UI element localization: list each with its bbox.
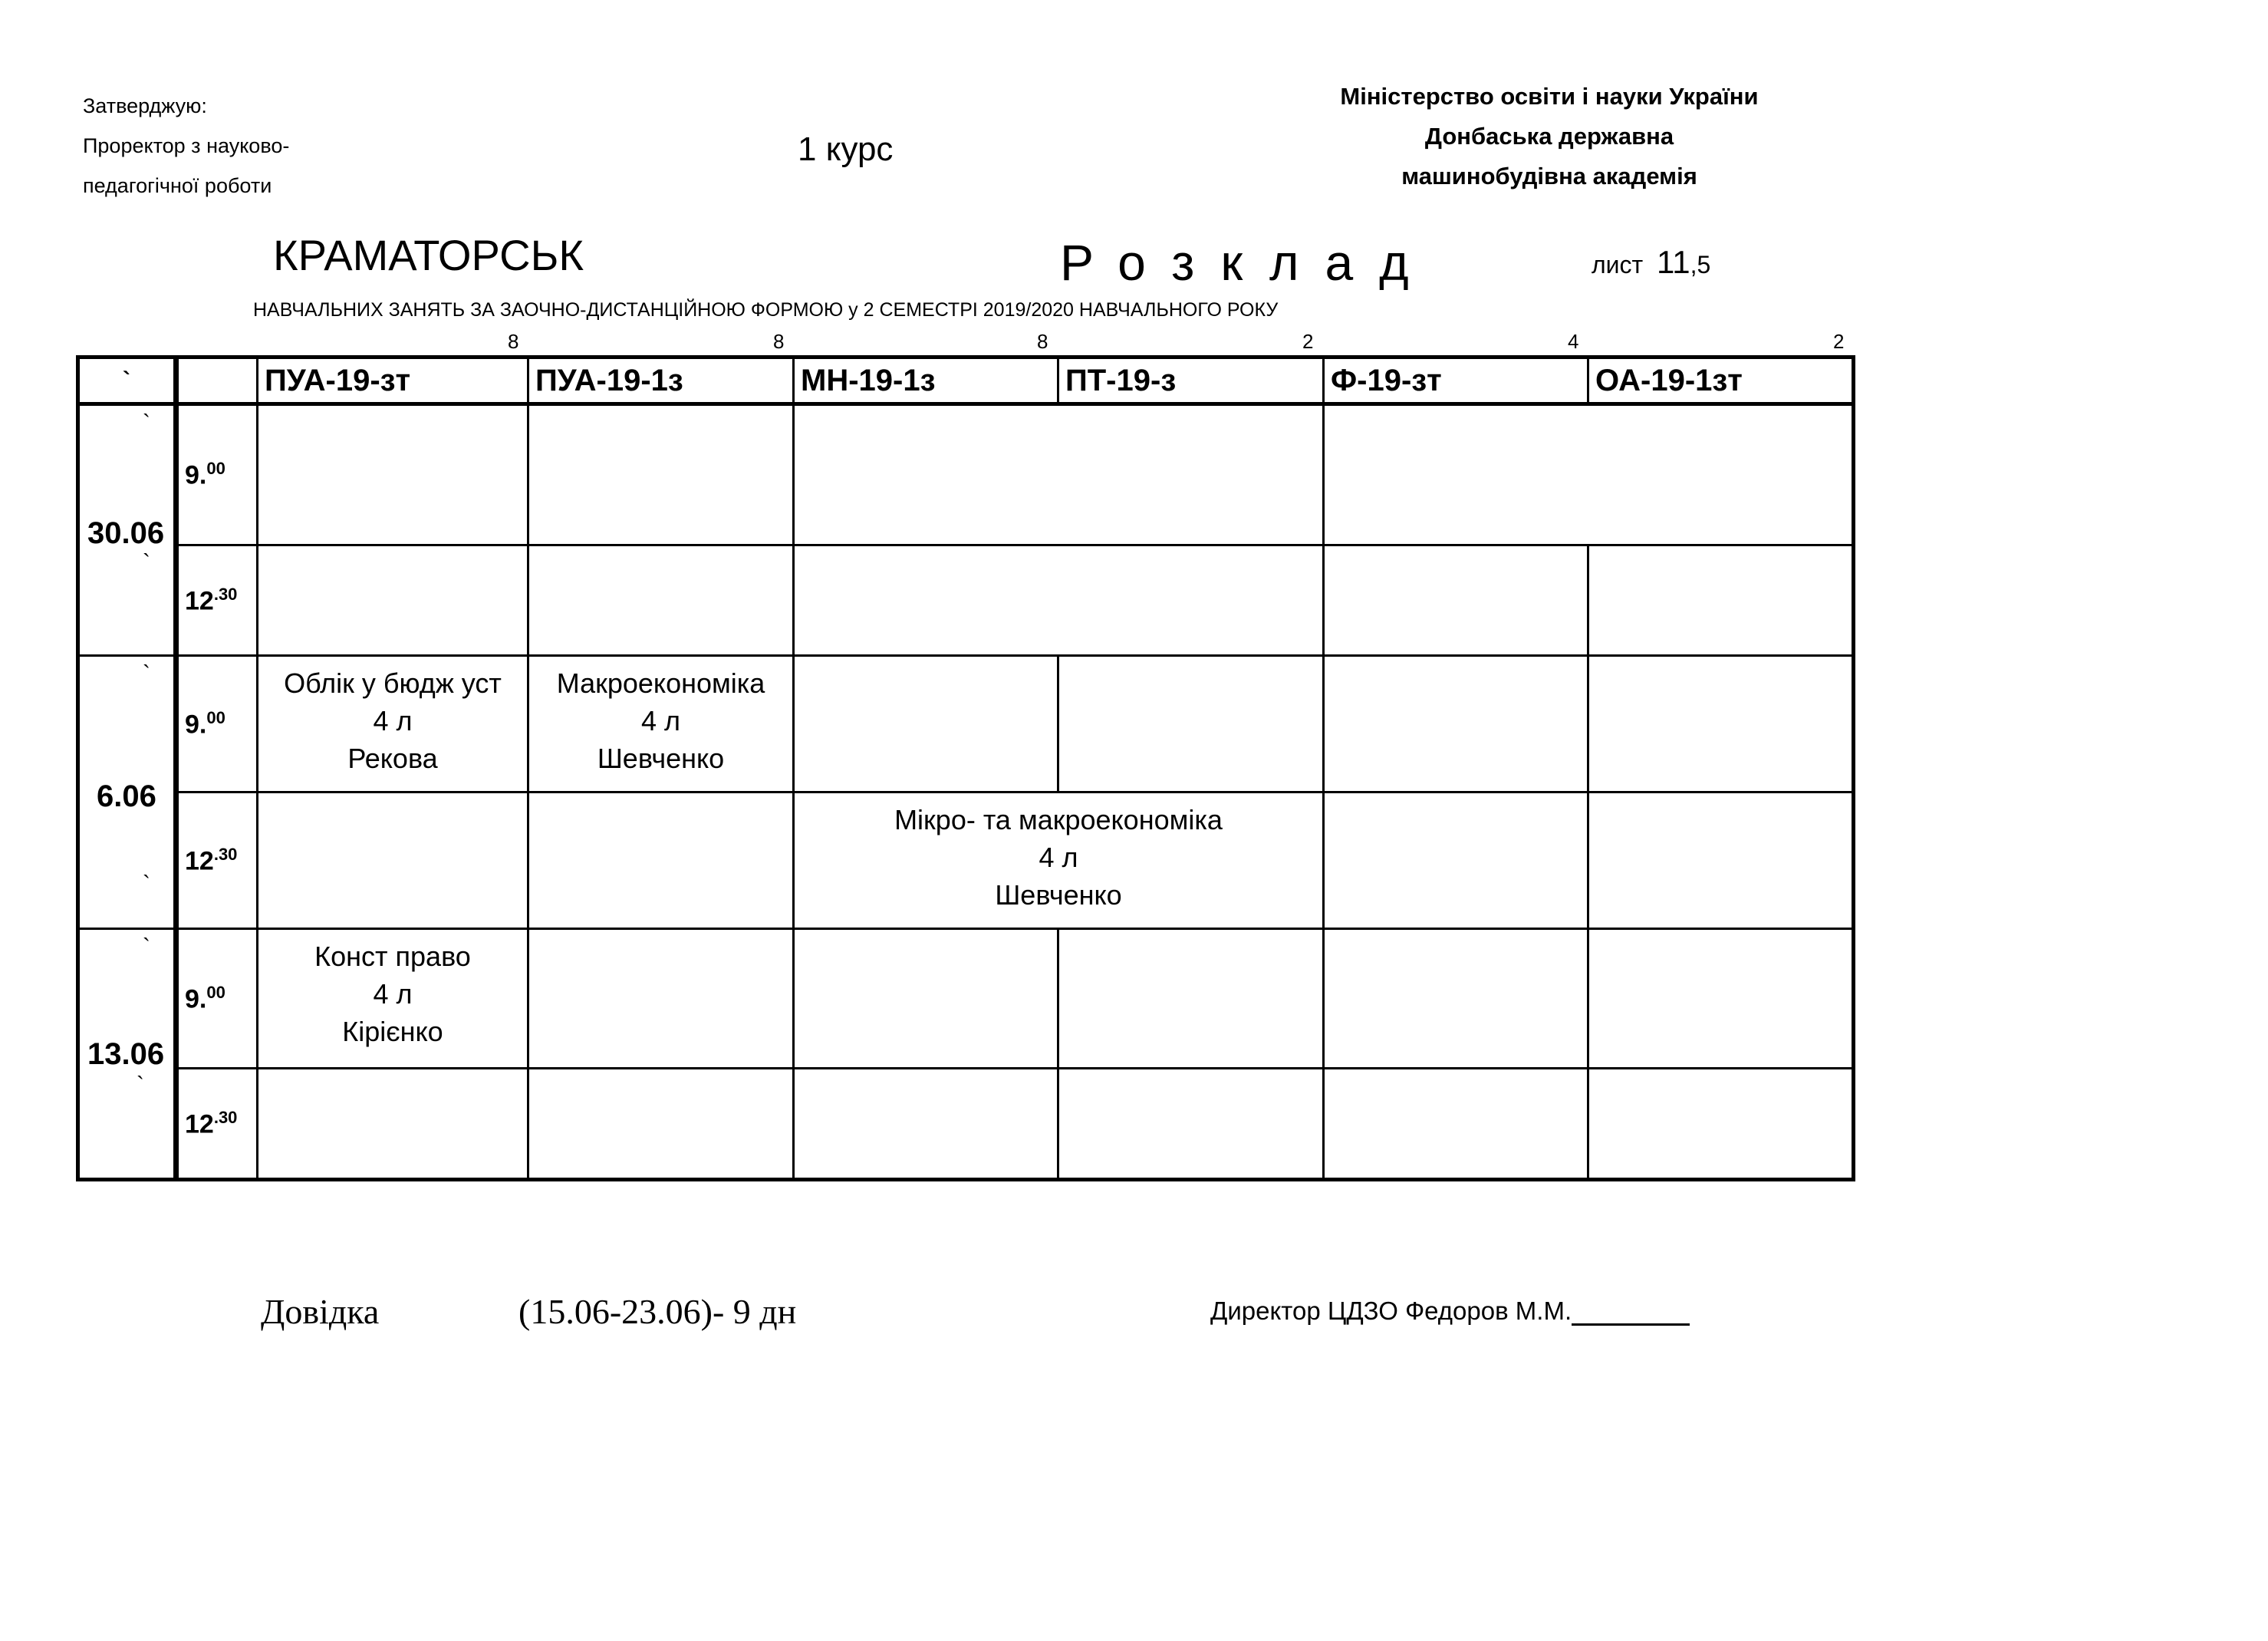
tick-mark: ` <box>143 934 150 960</box>
schedule-cell <box>528 404 794 545</box>
schedule-cell <box>258 792 528 929</box>
corner-cell: ` <box>78 358 176 404</box>
schedule-cell <box>794 656 1058 792</box>
group-header: ПТ-19-з <box>1058 358 1324 404</box>
table-row <box>78 929 1854 1069</box>
schedule-cell <box>528 545 794 656</box>
date-label: 30.06 <box>87 516 165 550</box>
date-label: 6.06 <box>97 779 156 813</box>
schedule-cell <box>528 792 794 929</box>
approve-line: педагогічної роботи <box>83 174 272 197</box>
group-header: МН-19-1з <box>794 358 1058 404</box>
course-label: 1 курс <box>798 130 894 168</box>
table-row <box>78 792 1854 929</box>
lesson-teacher: Шевченко <box>597 743 725 774</box>
director-label: Директор ЦДЗО Федоров М.М. <box>1210 1297 1572 1325</box>
director-signature <box>1210 1297 1690 1326</box>
lesson-cell <box>258 929 528 1069</box>
time-slot: $12^{.30}$ <box>176 545 258 656</box>
date-cell <box>78 656 176 929</box>
table-row <box>78 1069 1854 1180</box>
schedule-cell <box>528 1069 794 1180</box>
schedule-cell <box>1058 656 1324 792</box>
lesson-teacher: Рекова <box>347 743 438 774</box>
lesson-subject: Мікро- та макроекономіка <box>894 804 1223 835</box>
sheet-label: лист <box>1592 251 1644 278</box>
reference-period: (15.06-23.06)- 9 дн <box>518 1292 797 1331</box>
time-slot: 9.00 <box>176 929 258 1069</box>
schedule-cell <box>1588 545 1854 656</box>
tick-mark: ` <box>143 550 150 575</box>
schedule-cell <box>794 1069 1058 1180</box>
group-header: ПУА-19-зт <box>258 358 528 404</box>
table-row <box>78 545 1854 656</box>
lesson-hours: 4 л <box>1039 842 1078 873</box>
tick-mark: ` <box>143 410 150 436</box>
tick-mark: ` <box>137 1073 144 1098</box>
group-count: 8 <box>508 330 519 353</box>
table-header-row <box>78 358 1854 404</box>
tick-mark: ` <box>143 661 150 687</box>
schedule-cell <box>258 1069 528 1180</box>
reference-label: Довідка <box>261 1292 380 1331</box>
lesson-hours: 4 л <box>640 705 681 736</box>
schedule-cell <box>1588 929 1854 1069</box>
time-slot: $12^{.30}$ <box>176 1069 258 1180</box>
schedule-cell <box>1058 929 1324 1069</box>
ministry-line: Донбаська державна <box>1424 123 1674 150</box>
ministry-line: Міністерство освіти і науки України <box>1340 83 1759 110</box>
schedule-cell <box>1324 792 1588 929</box>
approve-line: Проректор з науково- <box>83 134 290 157</box>
schedule-cell <box>1588 792 1854 929</box>
document-subtitle: НАВЧАЛЬНИХ ЗАНЯТЬ ЗА ЗАОЧНО-ДИСТАНЦІЙНОЮ ФОРМОЮ у 2 СЕМЕСТРІ 2019/2020 НАВЧАЛЬНОГО РОКУ <box>253 299 1279 321</box>
schedule-cell <box>1324 656 1588 792</box>
date-cell <box>78 929 176 1180</box>
group-count: 2 <box>1302 330 1314 353</box>
lesson-cell <box>794 792 1324 929</box>
schedule-cell <box>1588 1069 1854 1180</box>
schedule-cell <box>1324 404 1854 545</box>
group-header: ПУА-19-1з <box>528 358 794 404</box>
time-slot: 9.00 <box>176 656 258 792</box>
sheet-suffix: ,5 <box>1690 251 1711 278</box>
lesson-subject: Облік у бюдж уст <box>284 667 502 699</box>
approve-line: Затверджую: <box>83 94 207 117</box>
group-count: 2 <box>1833 330 1845 353</box>
group-count: 8 <box>1037 330 1048 353</box>
time-slot: $12^{.30}$ <box>176 792 258 929</box>
schedule-cell <box>1324 929 1588 1069</box>
schedule-table <box>76 355 1855 1181</box>
signature-line <box>1572 1300 1690 1326</box>
group-count: 4 <box>1568 330 1579 353</box>
ministry-block <box>1304 77 1795 196</box>
ministry-line: машинобудівна академія <box>1401 163 1697 189</box>
sheet-number <box>1592 244 1710 281</box>
schedule-cell <box>794 545 1324 656</box>
table-row <box>78 656 1854 792</box>
schedule-cell <box>1058 1069 1324 1180</box>
document-title: Розклад <box>1060 234 1435 291</box>
time-slot: 9.00 <box>176 404 258 545</box>
schedule-cell <box>1324 1069 1588 1180</box>
lesson-subject: Конст право <box>314 941 471 972</box>
schedule-cell <box>258 545 528 656</box>
date-cell <box>78 404 176 656</box>
table-row <box>78 404 1854 545</box>
sheet-main-number: 11 <box>1656 244 1690 280</box>
lesson-cell <box>258 656 528 792</box>
group-header: Ф-19-зт <box>1324 358 1588 404</box>
schedule-cell <box>528 929 794 1069</box>
schedule-cell <box>1324 545 1588 656</box>
schedule-cell <box>258 404 528 545</box>
time-header-cell <box>176 358 258 404</box>
approval-block <box>83 86 289 206</box>
tick-mark: ` <box>143 872 150 897</box>
schedule-cell <box>794 404 1324 545</box>
schedule-cell <box>794 929 1058 1069</box>
lesson-hours: 4 л <box>373 705 413 736</box>
city-name: КРАМАТОРСЬК <box>273 231 584 279</box>
group-header: ОА-19-1зт <box>1588 358 1854 404</box>
lesson-teacher: Шевченко <box>995 879 1122 911</box>
date-label: 13.06 <box>87 1037 165 1071</box>
lesson-teacher: Кірієнко <box>342 1016 443 1047</box>
schedule-cell <box>1588 656 1854 792</box>
lesson-hours: 4 л <box>373 978 413 1010</box>
lesson-subject: Макроекономіка <box>556 667 765 699</box>
lesson-cell <box>528 656 794 792</box>
group-count: 8 <box>773 330 785 353</box>
